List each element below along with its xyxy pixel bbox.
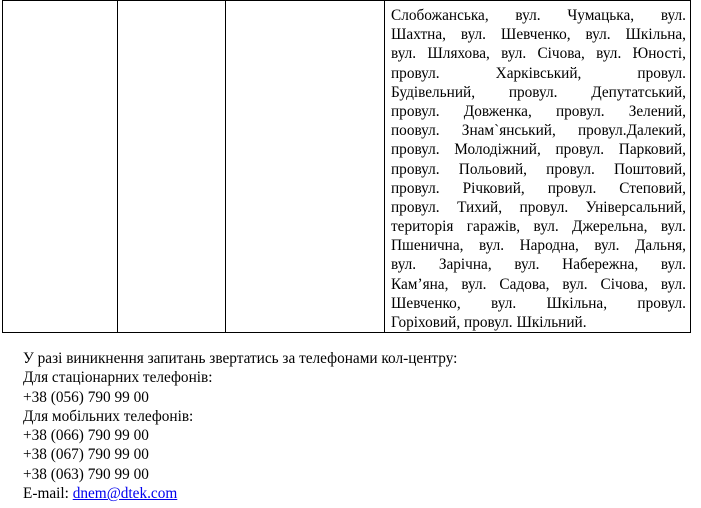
table-row [3, 1, 691, 333]
mobile-phone: +38 (067) 790 99 00 [23, 446, 149, 464]
address-line: Кам’яна, вул. Садова, вул. Січова, вул. [391, 275, 686, 293]
address-list [391, 6, 686, 332]
landline-label: Для стаціонарних телефонів: [23, 369, 213, 387]
table-cell-empty-2 [118, 1, 226, 333]
mobile-phone: +38 (063) 790 99 00 [23, 465, 149, 483]
table-cell-empty-3 [226, 1, 385, 333]
address-line: поовул. Знам`янський, провул.Далекий, [391, 122, 686, 140]
address-line: провул. Тихий, провул. Універсальний, [391, 198, 686, 216]
address-line: вул. Шляхова, вул. Січова, вул. Юності, [391, 45, 686, 63]
table-cell-empty-1 [3, 1, 118, 333]
email-row [23, 484, 457, 503]
address-line: провул. Молодіжний, провул. Парковий, [391, 141, 686, 159]
address-line: провул. Річковий, провул. Степовий, [391, 179, 686, 197]
address-line: Шахтна, вул. Шевченко, вул. Шкільна, [391, 26, 686, 44]
outage-table [2, 0, 691, 333]
address-line: територія гаражів, вул. Джерельна, вул. [391, 218, 686, 236]
email-link[interactable]: dnem@dtek.com [72, 485, 178, 503]
contact-intro: У разі виникнення запитань звертатись за телефонами кол-центру: [23, 350, 458, 367]
mobile-label: Для мобільних телефонів: [23, 407, 194, 425]
address-line: провул. Харківський, провул. [391, 64, 686, 82]
table-cell-addresses [385, 1, 691, 333]
contact-info [23, 349, 457, 503]
mobile-phone: +38 (066) 790 99 00 [23, 427, 149, 445]
address-line: Будівельний, провул. Депутатський, [391, 83, 686, 101]
address-line: Слобожанська, вул. Чумацька, вул. [391, 7, 686, 24]
address-line: провул. Довженка, провул. Зелений, [391, 102, 686, 120]
email-label: E-mail: [23, 485, 73, 503]
address-line: Пшенична, вул. Народна, вул. Дальня, [391, 237, 686, 255]
address-line: вул. Зарічна, вул. Набережна, вул. [391, 256, 686, 274]
landline-phone: +38 (056) 790 99 00 [23, 388, 149, 406]
address-line: Шевченко, вул. Шкільна, провул. [391, 294, 686, 312]
address-line: провул. Польовий, провул. Поштовий, [391, 160, 686, 178]
address-line: Горіховий, провул. Шкільний. [391, 314, 587, 331]
